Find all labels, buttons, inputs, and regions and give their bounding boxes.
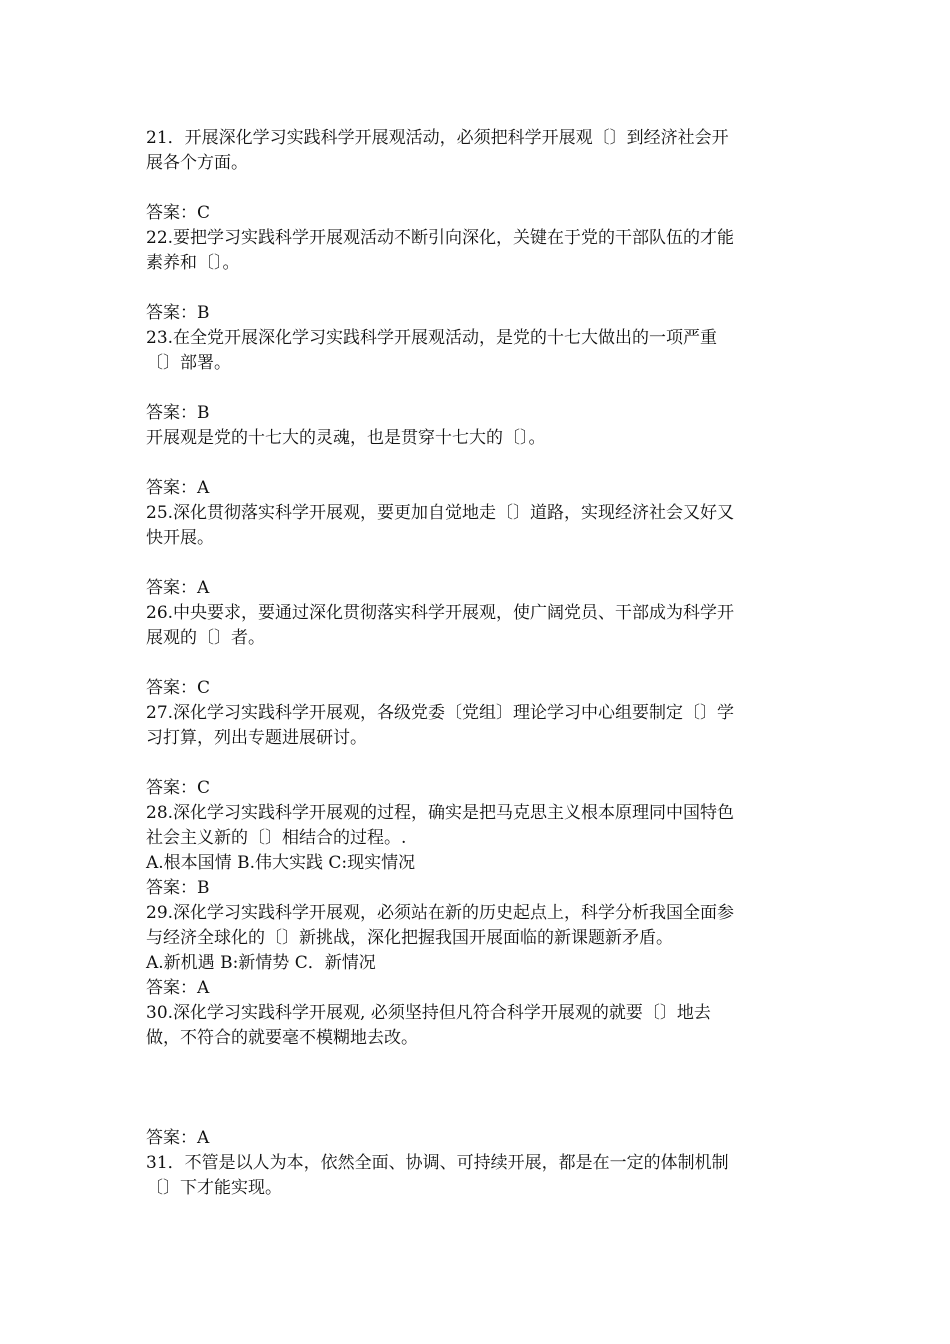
question-text-line: 26.中央要求，要通过深化贯彻落实科学开展观，使广阔党员、干部成为科学开 (146, 603, 735, 623)
question-text-line: 快开展。 (146, 528, 214, 548)
answer-text: 答案：A (146, 1128, 210, 1148)
answer-text: 答案：A (146, 478, 210, 498)
answer-text: 答案：C (146, 778, 211, 798)
answer-text: 答案：A (146, 978, 210, 998)
question-26 (146, 601, 806, 701)
question-text-line: 30.深化学习实践科学开展观, 必须坚持但凡符合科学开展观的就要〔〕地去 (146, 1003, 711, 1023)
document-body (146, 126, 806, 1201)
answer-text: 答案：B (146, 878, 210, 898)
question-text-line: 展观的〔〕者。 (146, 628, 265, 648)
question-text-line: 28.深化学习实践科学开展观的过程，确实是把马克思主义根本原理同中国特色 (146, 803, 735, 823)
question-28 (146, 801, 806, 901)
question-text-line: 23.在全党开展深化学习实践科学开展观活动，是党的十七大做出的一项严重 (146, 328, 718, 348)
question-text-line: 习打算，列出专题进展研讨。 (146, 728, 367, 748)
question-text-line: 素养和〔〕。 (146, 253, 240, 273)
question-27 (146, 701, 806, 801)
question-options: A.新机遇 B:新情势 C．新情况 (146, 953, 376, 973)
question-text-line: 22.要把学习实践科学开展观活动不断引向深化，关键在于党的干部队伍的才能 (146, 228, 735, 248)
answer-text: 答案：B (146, 303, 210, 323)
answer-text: 答案：C (146, 678, 211, 698)
question-text-line: 29.深化学习实践科学开展观，必须站在新的历史起点上，科学分析我国全面参 (146, 903, 735, 923)
question-text-line: 21．开展深化学习实践科学开展观活动，必须把科学开展观〔〕到经济社会开 (146, 128, 729, 148)
answer-text: 答案：B (146, 403, 210, 423)
question-text-line: 31．不管是以人为本，依然全面、协调、可持续开展，都是在一定的体制机制 (146, 1153, 729, 1173)
question-text-line: 社会主义新的〔〕相结合的过程。. (146, 828, 407, 848)
question-31 (146, 1151, 806, 1201)
question-text-line: 与经济全球化的〔〕新挑战，深化把握我国开展面临的新课题新矛盾。 (146, 928, 673, 948)
question-29 (146, 901, 806, 1001)
question-text-line: 27.深化学习实践科学开展观，各级党委〔党组〕理论学习中心组要制定〔〕学 (146, 703, 735, 723)
question-text-line: 做，不符合的就要毫不模糊地去改。 (146, 1028, 418, 1048)
question-24 (146, 426, 806, 501)
question-25 (146, 501, 806, 601)
question-text-line: 展各个方面。 (146, 153, 248, 173)
question-21 (146, 126, 806, 226)
answer-text: 答案：A (146, 578, 210, 598)
question-text-line: 〔〕部署。 (146, 353, 231, 373)
question-23 (146, 326, 806, 426)
question-text-line: 〔〕下才能实现。 (146, 1178, 282, 1198)
answer-text: 答案：C (146, 203, 211, 223)
question-22 (146, 226, 806, 326)
question-30 (146, 1001, 806, 1151)
question-options: A.根本国情 B.伟大实践 C:现实情况 (146, 853, 416, 873)
question-text-line: 开展观是党的十七大的灵魂，也是贯穿十七大的〔〕。 (146, 428, 546, 448)
question-text-line: 25.深化贯彻落实科学开展观，要更加自觉地走〔〕道路，实现经济社会又好又 (146, 503, 735, 523)
